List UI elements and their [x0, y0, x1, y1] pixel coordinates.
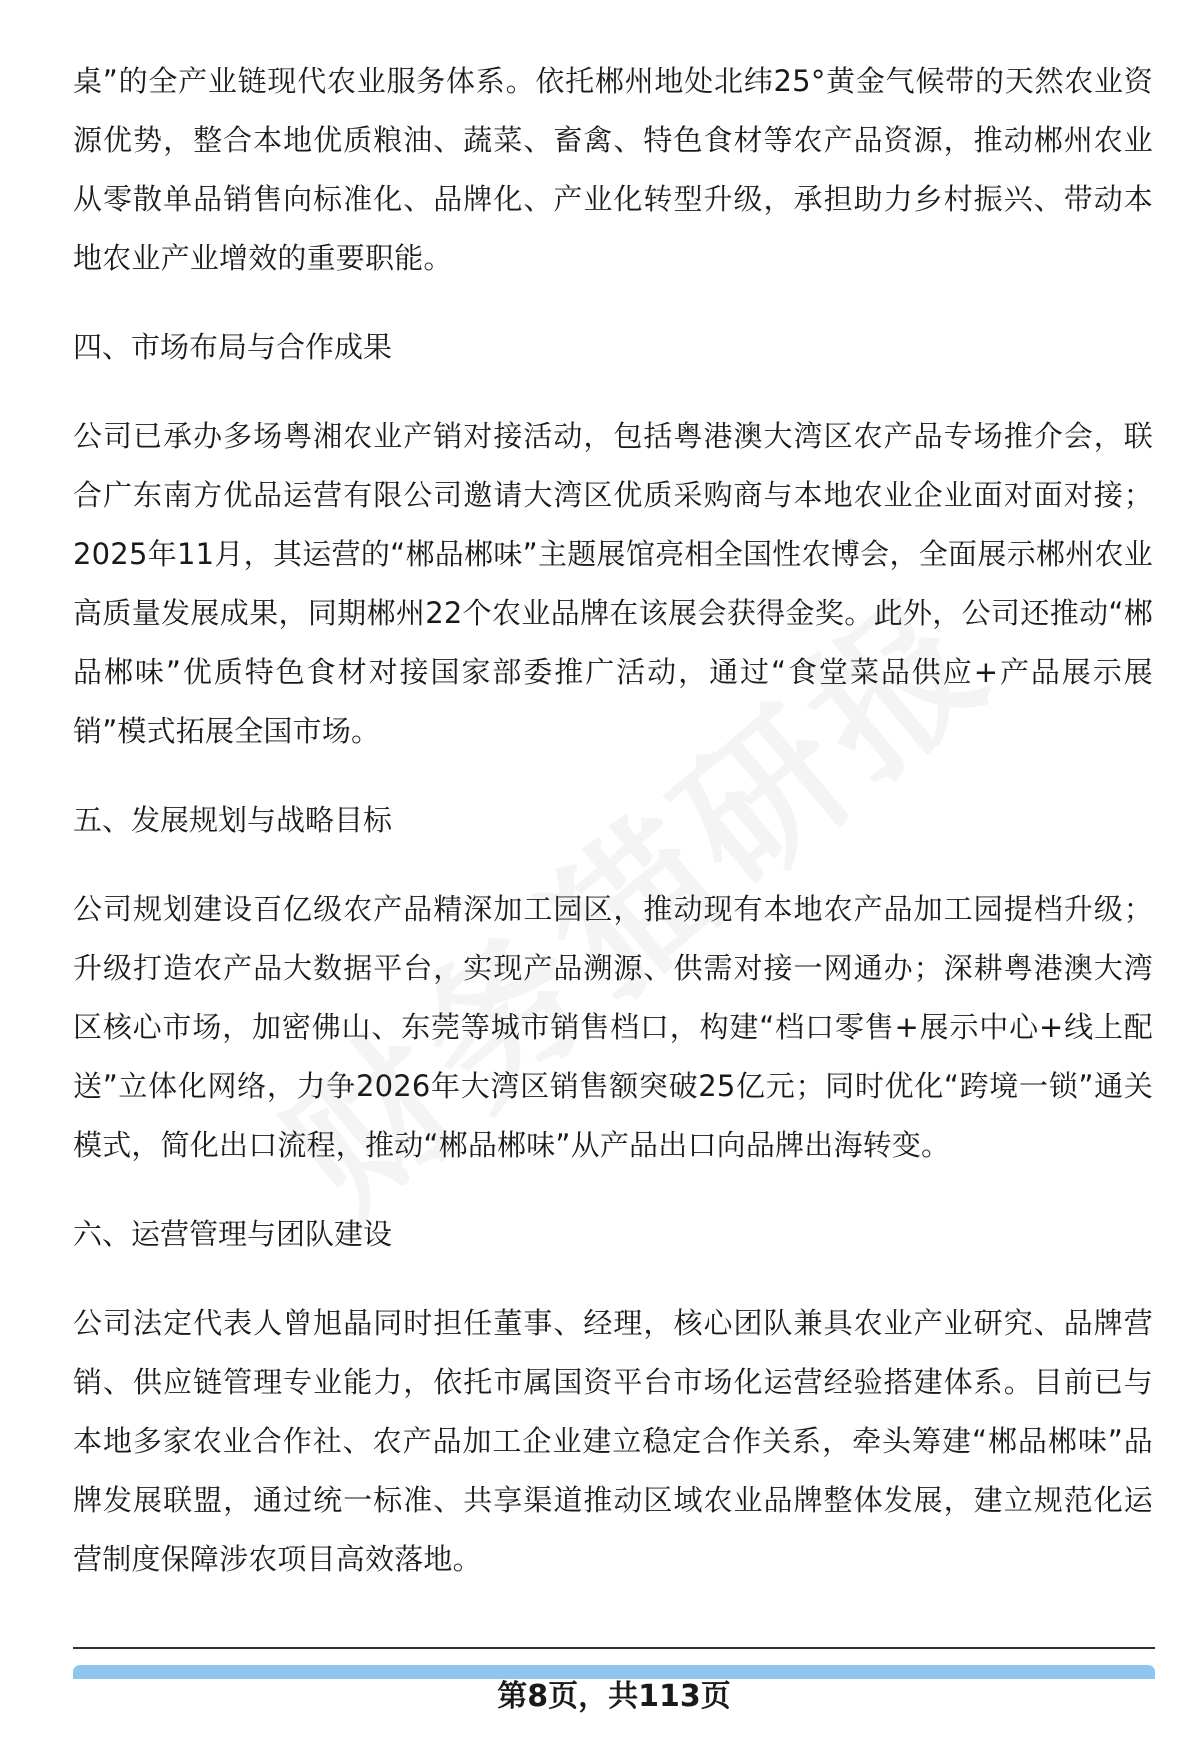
section-5-heading: 五、发展规划与战略目标	[73, 803, 393, 837]
section-5-body: 公司规划建设百亿级农产品精深加工园区，推动现有本地农产品加工园提档升级；升级打造农产品大数据平台，实现产品溯源、供需对接一网通办；深耕粤港澳大湾区核心市场，加密佛山、东莞等城市销售档口，构建“档口零售+展示中心+线上配送”立体化网络，力争2026年大湾区销售额突破25亿元；同时优化“跨境一锁”通关模式，简化出口流程，推动“郴品郴味”从产品出口向品牌出海转变。	[73, 892, 1153, 1162]
page-number: 第8页，共113页	[497, 1679, 731, 1714]
footer-divider	[73, 1647, 1155, 1649]
section-4-heading: 四、市场布局与合作成果	[73, 330, 393, 364]
section-6-body: 公司法定代表人曾旭晶同时担任董事、经理，核心团队兼具农业产业研究、品牌营销、供应链管理专业能力，依托市属国资平台市场化运营经验搭建体系。目前已与本地多家农业合作社、农产品加工企业建立稳定合作关系，牵头筹建“郴品郴味”品牌发展联盟，通过统一标准、共享渠道推动区域农业品牌整体发展，建立规范化运营制度保障涉农项目高效落地。	[73, 1306, 1153, 1576]
section-6-heading: 六、运营管理与团队建设	[73, 1217, 393, 1251]
intro-paragraph: 桌”的全产业链现代农业服务体系。依托郴州地处北纬25°黄金气候带的天然农业资源优势，整合本地优质粮油、蔬菜、畜禽、特色食材等农产品资源，推动郴州农业从零散单品销售向标准化、品牌化、产业化转型升级，承担助力乡村振兴、带动本地农业产业增效的重要职能。	[73, 64, 1153, 275]
document-page	[73, 52, 1153, 1589]
section-4-body: 公司已承办多场粤湘农业产销对接活动，包括粤港澳大湾区农产品专场推介会，联合广东南方优品运营有限公司邀请大湾区优质采购商与本地农业企业面对面对接；2025年11月，其运营的“郴品郴味”主题展馆亮相全国性农博会，全面展示郴州农业高质量发展成果，同期郴州22个农业品牌在该展会获得金奖。此外，公司还推动“郴品郴味”优质特色食材对接国家部委推广活动，通过“食堂菜品供应+产品展示展销”模式拓展全国市场。	[73, 419, 1153, 748]
